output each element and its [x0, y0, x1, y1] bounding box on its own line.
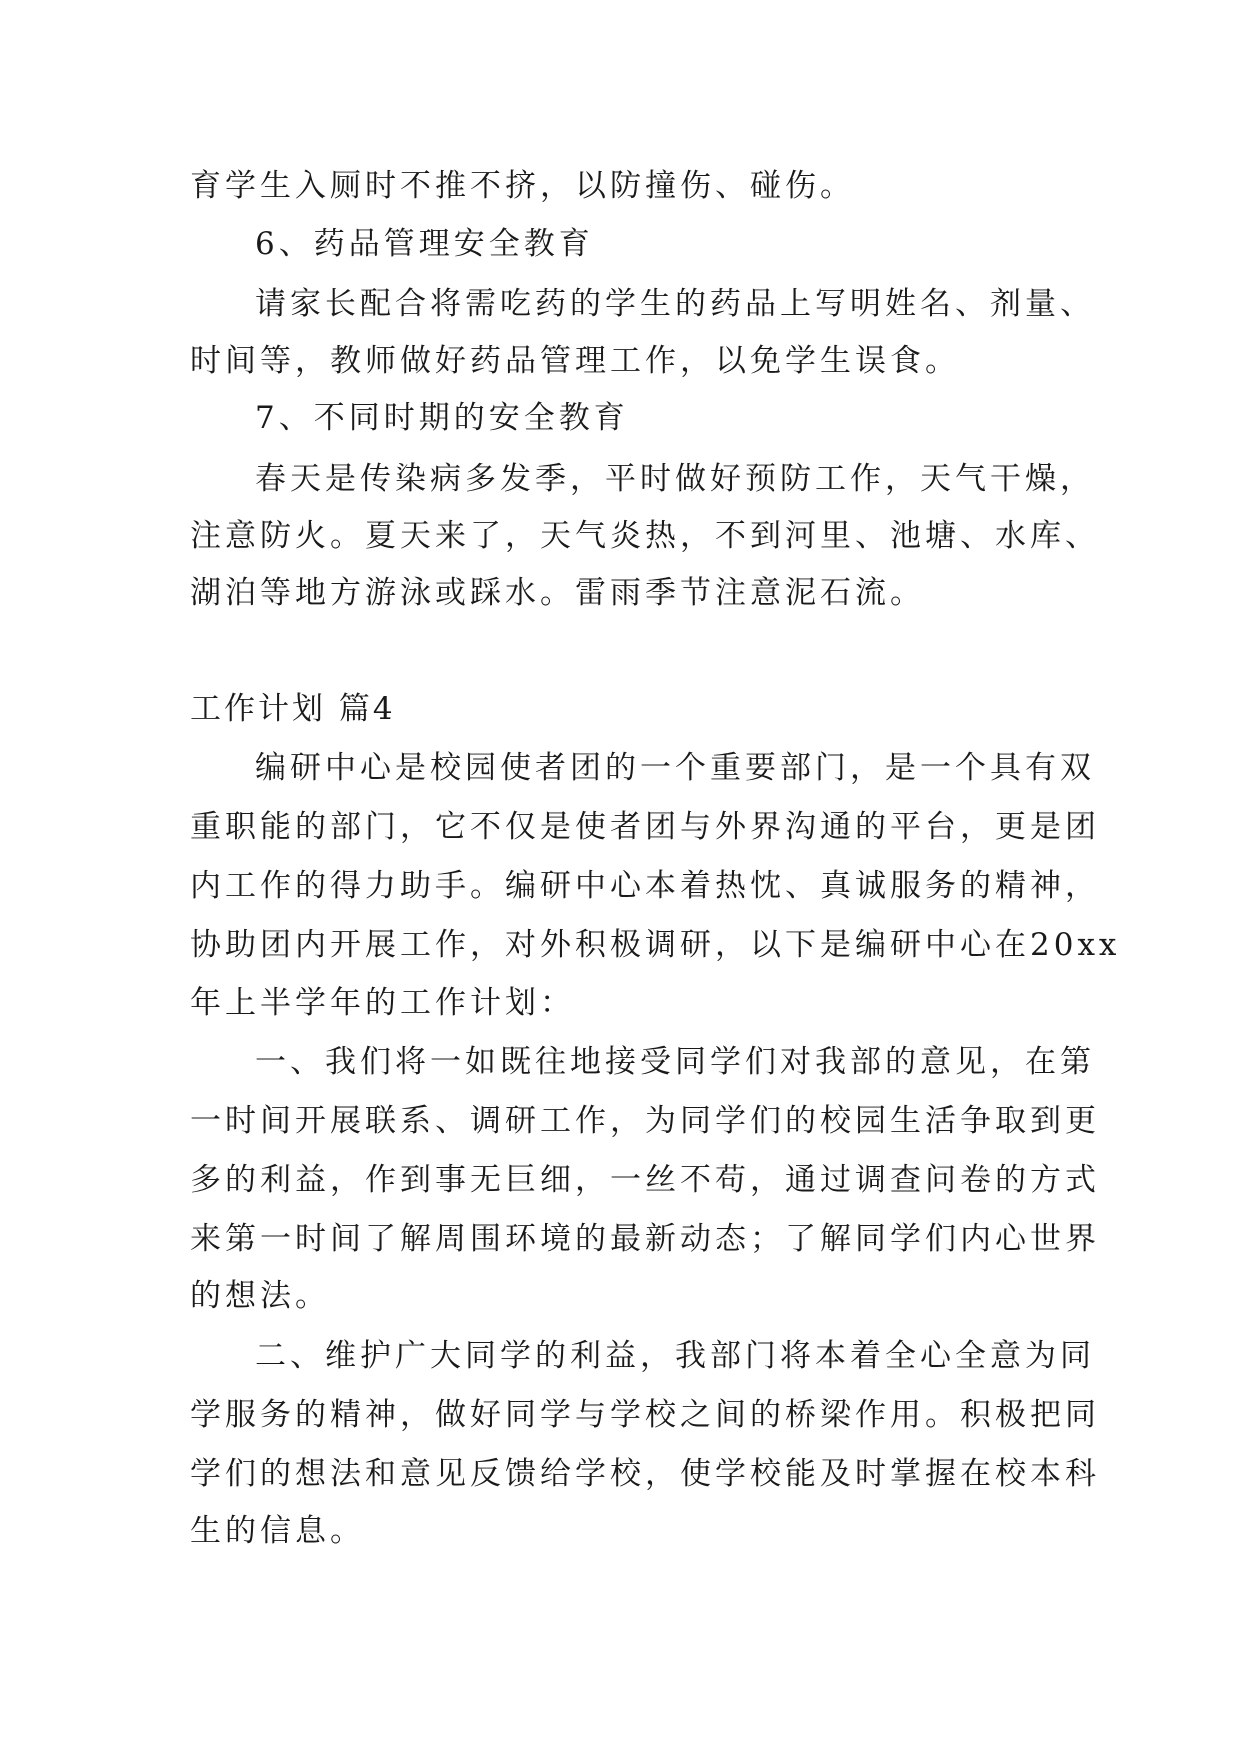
paragraph-line: 请家长配合将需吃药的学生的药品上写明姓名、剂量、 — [255, 286, 1095, 322]
paragraph-line: 时间等，教师做好药品管理工作，以免学生误食。 — [190, 343, 960, 379]
paragraph-line: 学服务的精神，做好同学与学校之间的桥梁作用。积极把同 — [190, 1397, 1100, 1433]
paragraph-line: 内工作的得力助手。编研中心本着热忱、真诚服务的精神， — [190, 868, 1100, 904]
paragraph-line: 湖泊等地方游泳或踩水。雷雨季节注意泥石流。 — [190, 575, 925, 611]
section-title: 工作计划 篇4 — [190, 691, 396, 727]
paragraph-line: 注意防火。夏天来了，天气炎热，不到河里、池塘、水库、 — [190, 518, 1100, 554]
paragraph-line: 二、维护广大同学的利益，我部门将本着全心全意为同 — [255, 1338, 1095, 1374]
paragraph-line: 来第一时间了解周围环境的最新动态；了解同学们内心世界 — [190, 1221, 1100, 1257]
heading-6: 6、药品管理安全教育 — [255, 226, 594, 262]
heading-7: 7、不同时期的安全教育 — [255, 400, 629, 436]
paragraph-line: 多的利益，作到事无巨细，一丝不苟，通过调查问卷的方式 — [190, 1162, 1100, 1198]
continuation-line: 育学生入厕时不推不挤，以防撞伤、碰伤。 — [190, 168, 855, 204]
paragraph-line: 重职能的部门，它不仅是使者团与外界沟通的平台，更是团 — [190, 809, 1100, 845]
paragraph-line: 一、我们将一如既往地接受同学们对我部的意见，在第 — [255, 1044, 1095, 1080]
paragraph-line: 编研中心是校园使者团的一个重要部门，是一个具有双 — [255, 750, 1095, 786]
paragraph-line: 春天是传染病多发季，平时做好预防工作，天气干燥， — [255, 461, 1095, 497]
paragraph-line: 的想法。 — [190, 1278, 330, 1314]
paragraph-line: 生的信息。 — [190, 1513, 365, 1549]
paragraph-line: 协助团内开展工作，对外积极调研，以下是编研中心在20xx — [190, 927, 1121, 963]
paragraph-line: 年上半学年的工作计划： — [190, 985, 575, 1021]
paragraph-line: 学们的想法和意见反馈给学校，使学校能及时掌握在校本科 — [190, 1456, 1100, 1492]
paragraph-line: 一时间开展联系、调研工作，为同学们的校园生活争取到更 — [190, 1103, 1100, 1139]
